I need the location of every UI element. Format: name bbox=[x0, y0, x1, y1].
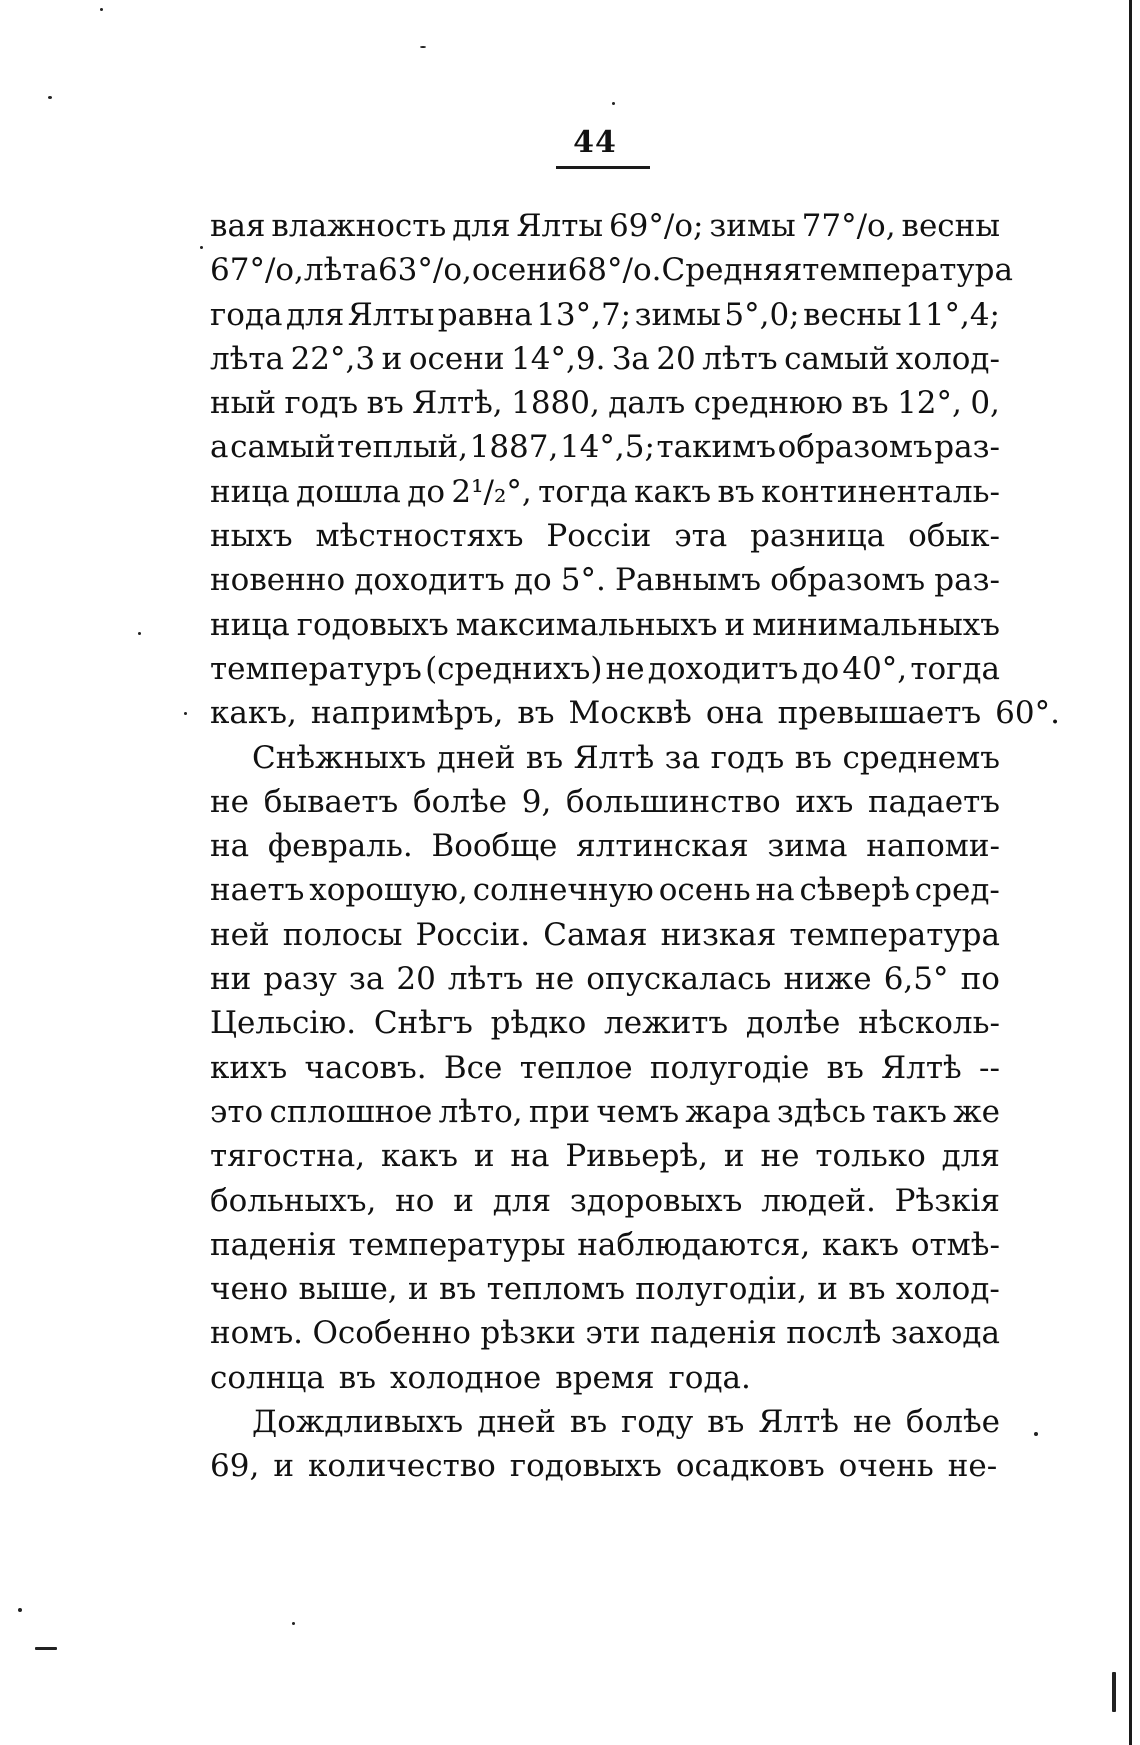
text-line: а самый теплый, 1887, 14°,5; такимъ образомъ раз- bbox=[210, 429, 1000, 466]
text-line: ный годъ въ Ялтѣ, 1880, далъ среднюю въ 12°, 0, bbox=[210, 385, 1000, 422]
scan-speck bbox=[200, 246, 203, 249]
text-line: какъ, напримѣръ, въ Москвѣ она превышаетъ 60°. bbox=[210, 695, 1060, 732]
text-line: ней полосы Россіи. Самая низкая температура bbox=[210, 916, 1000, 953]
scan-speck bbox=[18, 1608, 22, 1612]
text-line: не бываетъ болѣе 9, большинство ихъ падаетъ bbox=[210, 783, 1000, 820]
text-line: года для Ялты равна 13°,7; зимы 5°,0; весны 11°,4; bbox=[210, 296, 1000, 333]
page-number-rule bbox=[556, 166, 650, 169]
text-line: тягостна, какъ и на Ривьерѣ, и не только для bbox=[210, 1138, 1000, 1175]
scan-speck bbox=[1034, 1432, 1038, 1436]
page-edge-shadow bbox=[1129, 0, 1132, 1745]
text-line: 67°/о, лѣта 63°/о, осени 68°/о. Средняя температура bbox=[210, 252, 1013, 289]
text-line: вая влажность для Ялты 69°/о; зимы 77°/о, весны bbox=[210, 208, 1000, 244]
text-line: наетъ хорошую, солнечную осень на сѣверѣ сред- bbox=[210, 872, 1000, 909]
scan-speck bbox=[420, 46, 426, 48]
text-line: больныхъ, но и для здоровыхъ людей. Рѣзкія bbox=[210, 1182, 1000, 1219]
scan-speck bbox=[184, 712, 187, 715]
text-line: температуръ (среднихъ) не доходитъ до 40°, тогда bbox=[210, 650, 1000, 687]
text-line: Снѣжныхъ дней въ Ялтѣ за годъ въ среднемъ bbox=[252, 739, 1000, 776]
text-line: ница годовыхъ максимальныхъ и минимальныхъ bbox=[210, 606, 1000, 643]
paragraph-2 bbox=[210, 736, 1000, 1400]
text-line: новенно доходитъ до 5°. Равнымъ образомъ раз- bbox=[210, 562, 1000, 599]
text-line: ныхъ мѣстностяхъ Россіи эта разница обык- bbox=[210, 518, 1000, 555]
scan-speck bbox=[138, 632, 141, 635]
text-line: ни разу за 20 лѣтъ не опускалась ниже 6,5° по bbox=[210, 961, 1000, 998]
text-line: 69, и количество годовыхъ осадковъ очень не- bbox=[210, 1448, 998, 1485]
text-line: Дождливыхъ дней въ году въ Ялтѣ не болѣе bbox=[252, 1404, 1000, 1441]
page-number: 44 bbox=[573, 125, 617, 160]
text-line: чено выше, и въ тепломъ полугодіи, и въ холод- bbox=[210, 1271, 1000, 1308]
text-line: Цельсію. Снѣгъ рѣдко лежитъ долѣе нѣсколь- bbox=[210, 1005, 1000, 1042]
scan-speck bbox=[35, 1647, 57, 1650]
body-text bbox=[210, 204, 1060, 1489]
paragraph-1 bbox=[210, 204, 1060, 736]
scan-speck bbox=[292, 1622, 295, 1625]
paragraph-3 bbox=[210, 1400, 1000, 1489]
text-line: паденія температуры наблюдаются, какъ отмѣ- bbox=[210, 1226, 1000, 1263]
text-line: номъ. Особенно рѣзки эти паденія послѣ захода bbox=[210, 1315, 1000, 1352]
text-line: солнца въ холодное время года. bbox=[210, 1359, 751, 1396]
text-line: ница дошла до 2¹/₂°, тогда какъ въ континенталь- bbox=[210, 473, 1000, 510]
text-line: лѣта 22°,3 и осени 14°,9. За 20 лѣтъ самый холод- bbox=[210, 340, 1000, 377]
text-line: это сплошное лѣто, при чемъ жара здѣсь такъ же bbox=[210, 1093, 1000, 1130]
scan-speck bbox=[612, 102, 615, 105]
text-line: кихъ часовъ. Все теплое полугодіе въ Ялтѣ -- bbox=[210, 1049, 1000, 1086]
scan-speck bbox=[1112, 1672, 1116, 1712]
text-line: на февраль. Вообще ялтинская зима напоми- bbox=[210, 828, 1000, 865]
scan-speck bbox=[100, 8, 103, 11]
scan-speck bbox=[48, 96, 52, 99]
